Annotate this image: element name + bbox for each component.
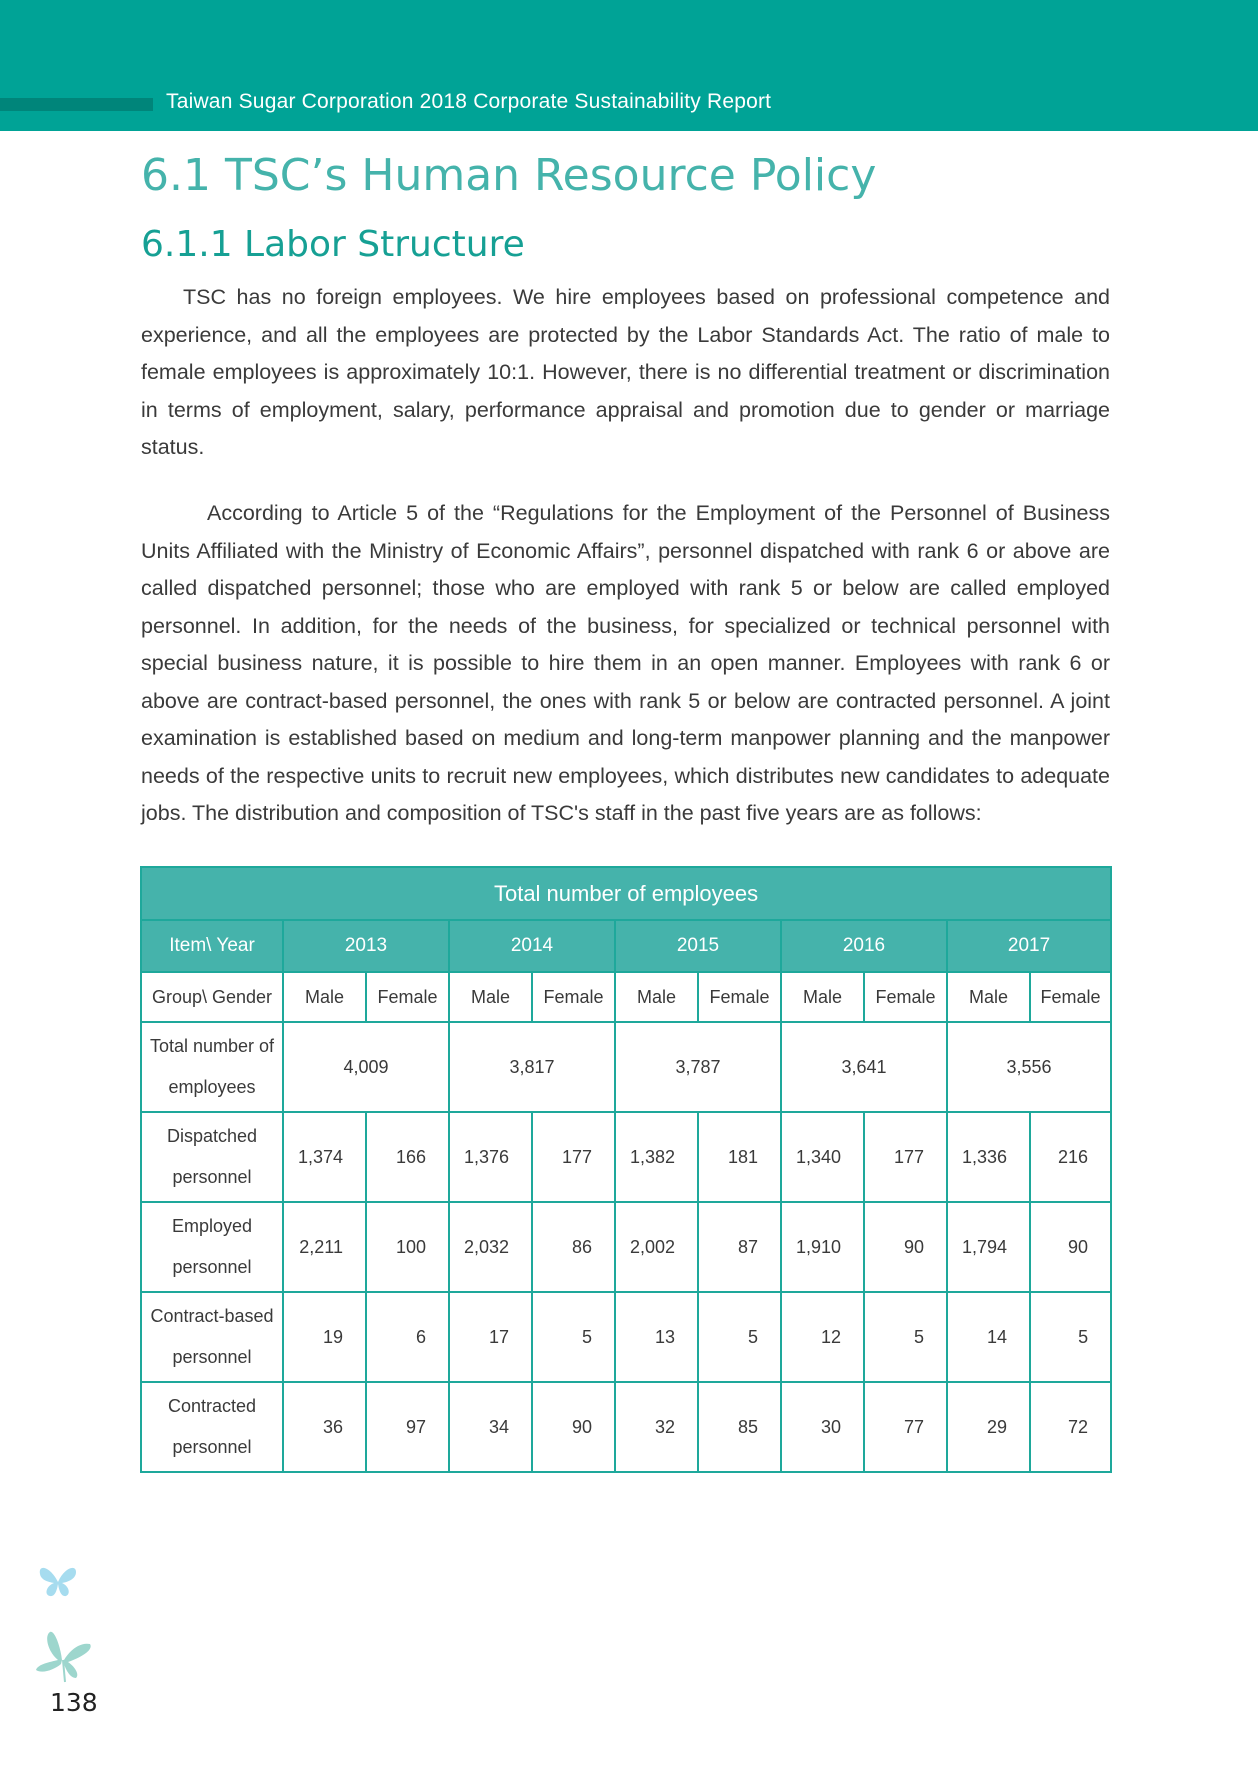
data-cell: 2,032: [449, 1202, 532, 1292]
data-cell: 90: [532, 1382, 615, 1472]
section-title: 6.1 TSC’s Human Resource Policy: [141, 150, 877, 201]
butterfly-icon: [34, 1624, 96, 1686]
data-cell: 5: [1030, 1292, 1111, 1382]
data-cell: 34: [449, 1382, 532, 1472]
data-cell: 166: [366, 1112, 449, 1202]
data-cell: 90: [1030, 1202, 1111, 1292]
table-title-row: [141, 867, 1111, 920]
data-cell: 12: [781, 1292, 864, 1382]
table-year-row: [141, 920, 1111, 972]
data-cell: 5: [698, 1292, 781, 1382]
data-cell: 87: [698, 1202, 781, 1292]
total-cell: 3,641: [781, 1022, 947, 1112]
employee-table: [140, 866, 1112, 1473]
data-cell: 17: [449, 1292, 532, 1382]
paragraph-1: TSC has no foreign employees. We hire employees based on professional competence and experience, and all the employees are protected by the Labor Standards Act. The ratio of male to female employees is approximately 10:1. However, there is no differential treatment or discrimination in terms of employment, salary, performance appraisal and promotion due to gender or marriage status.: [141, 285, 1110, 459]
data-cell: 29: [947, 1382, 1030, 1472]
data-cell: 216: [1030, 1112, 1111, 1202]
corner-year-cell: Item\ Year: [141, 920, 283, 972]
table-gender-row: [141, 972, 1111, 1022]
data-cell: 19: [283, 1292, 366, 1382]
data-cell: 177: [532, 1112, 615, 1202]
data-cell: 1,382: [615, 1112, 698, 1202]
report-title: Taiwan Sugar Corporation 2018 Corporate Sustainability Report: [166, 90, 772, 113]
year-header: 2013: [283, 920, 449, 972]
gender-female: Female: [532, 972, 615, 1022]
year-header: 2016: [781, 920, 947, 972]
data-cell: 1,376: [449, 1112, 532, 1202]
table-title: Total number of employees: [141, 867, 1111, 920]
table-row: [141, 1202, 1111, 1292]
data-cell: 86: [532, 1202, 615, 1292]
corner-gender-cell: Group\ Gender: [141, 972, 283, 1022]
data-cell: 72: [1030, 1382, 1111, 1472]
data-cell: 30: [781, 1382, 864, 1472]
table-row: [141, 1292, 1111, 1382]
data-cell: 77: [864, 1382, 947, 1472]
gender-male: Male: [781, 972, 864, 1022]
table-row: [141, 1382, 1111, 1472]
data-cell: 1,794: [947, 1202, 1030, 1292]
butterfly-icon: [36, 1562, 80, 1600]
row-label: Contract-based personnel: [141, 1292, 283, 1382]
gender-male: Male: [947, 972, 1030, 1022]
data-cell: 90: [864, 1202, 947, 1292]
data-cell: 5: [532, 1292, 615, 1382]
data-cell: 5: [864, 1292, 947, 1382]
subsection-title: 6.1.1 Labor Structure: [141, 224, 525, 265]
data-cell: 85: [698, 1382, 781, 1472]
data-cell: 181: [698, 1112, 781, 1202]
data-cell: 177: [864, 1112, 947, 1202]
data-cell: 1,340: [781, 1112, 864, 1202]
data-cell: 1,910: [781, 1202, 864, 1292]
year-header: 2014: [449, 920, 615, 972]
data-cell: 2,002: [615, 1202, 698, 1292]
data-cell: 1,336: [947, 1112, 1030, 1202]
data-cell: 2,211: [283, 1202, 366, 1292]
data-cell: 14: [947, 1292, 1030, 1382]
page-number: 138: [50, 1688, 98, 1717]
gender-female: Female: [1030, 972, 1111, 1022]
row-label: Employed personnel: [141, 1202, 283, 1292]
data-cell: 36: [283, 1382, 366, 1472]
data-cell: 32: [615, 1382, 698, 1472]
total-cell: 3,787: [615, 1022, 781, 1112]
table-row: [141, 1112, 1111, 1202]
gender-female: Female: [864, 972, 947, 1022]
paragraph-2: According to Article 5 of the “Regulations for the Employment of the Personnel of Business Units Affiliated with the Ministry of Economic Affairs”, personnel dispatched with rank 6 or above are called dispatched personnel; those who are employed with rank 5 or below are called employed personnel. In addition, for the needs of the business, for specialized or technical personnel with special business nature, it is possible to hire them in an open manner. Employees with rank 6 or above are contract-based personnel, the ones with rank 5 or below are contracted personnel. A joint examination is established based on medium and long-term manpower planning and the manpower needs of the respective units to recruit new employees, which distributes new candidates to adequate jobs. The distribution and composition of TSC's staff in the past five years are as follows:: [141, 501, 1110, 825]
data-cell: 97: [366, 1382, 449, 1472]
gender-male: Male: [449, 972, 532, 1022]
total-cell: 3,556: [947, 1022, 1111, 1112]
year-header: 2017: [947, 920, 1111, 972]
gender-male: Male: [283, 972, 366, 1022]
gender-male: Male: [615, 972, 698, 1022]
total-cell: 3,817: [449, 1022, 615, 1112]
row-label: Dispatched personnel: [141, 1112, 283, 1202]
data-cell: 6: [366, 1292, 449, 1382]
total-cell: 4,009: [283, 1022, 449, 1112]
header-accent-bar: [0, 98, 153, 111]
data-cell: 13: [615, 1292, 698, 1382]
gender-female: Female: [698, 972, 781, 1022]
year-header: 2015: [615, 920, 781, 972]
data-cell: 100: [366, 1202, 449, 1292]
row-label: Contracted personnel: [141, 1382, 283, 1472]
table-row-total: [141, 1022, 1111, 1112]
gender-female: Female: [366, 972, 449, 1022]
row-label: Total number of employees: [141, 1022, 283, 1112]
data-cell: 1,374: [283, 1112, 366, 1202]
